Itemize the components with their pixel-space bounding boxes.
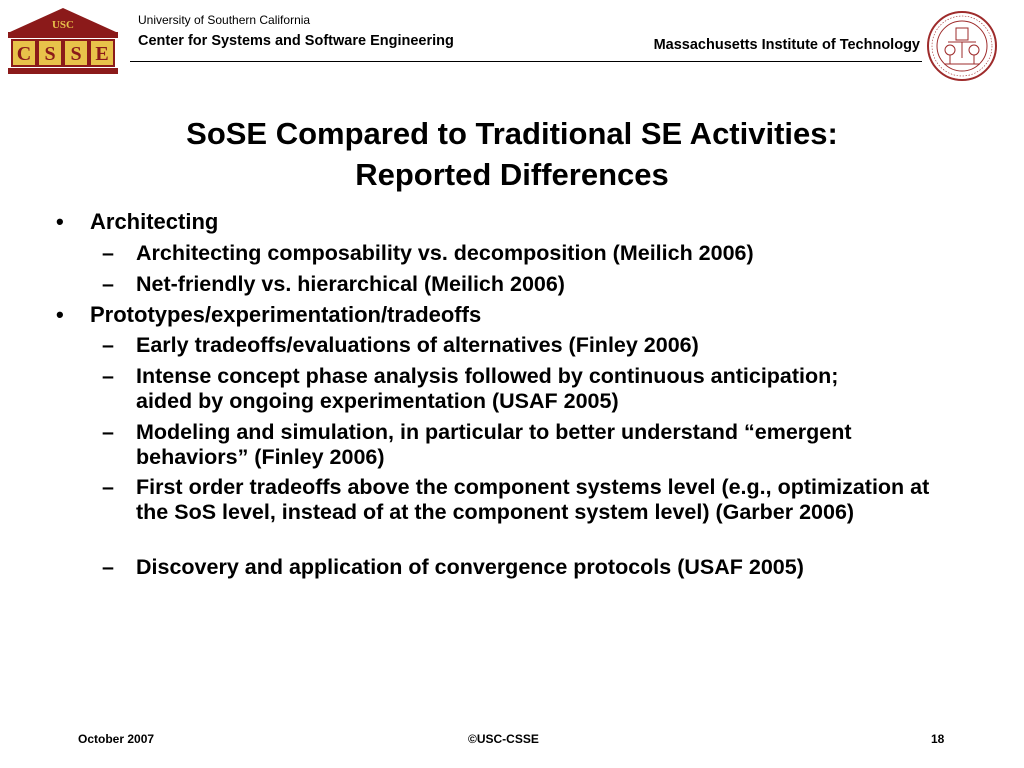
sub-bullet-marker: –	[102, 241, 114, 265]
bullet-prototypes: Prototypes/experimentation/tradeoffs	[90, 302, 482, 327]
sub-bullet-marker: –	[102, 364, 114, 388]
header-mit: Massachusetts Institute of Technology	[653, 37, 920, 53]
sub-bullet-item: First order tradeoffs above the component systems level (e.g., optimization at the SoS level, instead of at the component system level) (Garber 2006)	[136, 475, 930, 524]
sub-bullet-item: Intense concept phase analysis followed by continuous anticipation; aided by ongoing experimentation (USAF 2005)	[136, 364, 839, 413]
sub-bullet-marker: –	[102, 420, 114, 444]
sub-bullet-item: Discovery and application of convergence protocols (USAF 2005)	[136, 555, 804, 579]
slide-title-line-1: SoSE Compared to Traditional SE Activities:	[186, 116, 838, 151]
slide-title-line-2: Reported Differences	[355, 157, 669, 192]
logo-usc-text: USC	[51, 19, 75, 31]
sub-bullet-item: Architecting composability vs. decomposition (Meilich 2006)	[136, 241, 754, 265]
footer-page-number: 18	[931, 732, 945, 746]
mit-seal-icon	[926, 10, 998, 82]
sub-bullet-item: Early tradeoffs/evaluations of alternatives (Finley 2006)	[136, 333, 699, 357]
bullet-marker: •	[56, 302, 64, 327]
logo-letter-e: E	[95, 43, 109, 65]
sub-bullet-marker: –	[102, 272, 114, 296]
logo-letter-s1: S	[44, 43, 56, 65]
footer-date: October 2007	[78, 732, 155, 746]
usc-csse-logo	[6, 6, 120, 78]
bullet-marker: •	[56, 209, 64, 234]
sub-bullet-marker: –	[102, 333, 114, 357]
header-divider	[130, 61, 922, 62]
header-center-name: Center for Systems and Software Engineering	[138, 33, 454, 49]
sub-bullet-item: Net-friendly vs. hierarchical (Meilich 2006)	[136, 272, 565, 296]
slide-title	[60, 113, 964, 195]
bullet-architecting: Architecting	[90, 209, 219, 234]
sub-bullet-item: Modeling and simulation, in particular to better understand “emergent behaviors” (Finley 2006)	[136, 420, 852, 469]
header-university: University of Southern California	[138, 13, 311, 27]
footer-copyright: ©USC-CSSE	[468, 732, 539, 746]
sub-bullet-marker: –	[102, 475, 114, 499]
logo-letter-c: C	[16, 43, 32, 65]
sub-bullet-marker: –	[102, 555, 114, 579]
logo-letter-s2: S	[70, 43, 82, 65]
